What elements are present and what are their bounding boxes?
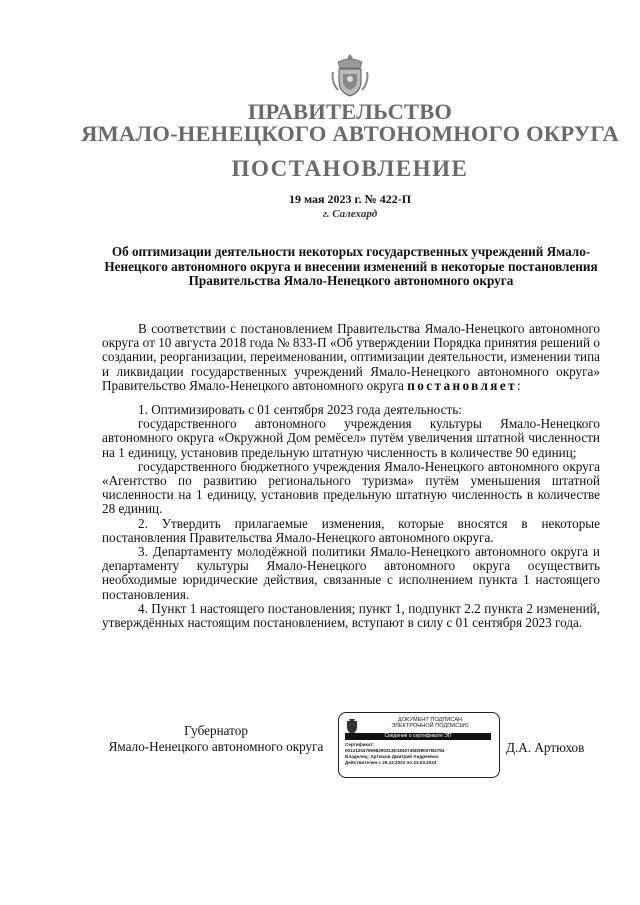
document-type-heading: ПОСТАНОВЛЕНИЕ [231,156,469,181]
signer-position [98,723,334,755]
paragraph-4: 4. Пункт 1 настоящего постановления; пункт 1, подпункт 2.2 пункта 2 изменений, утверждённых настоящим постановлением, вступают в силу с 01 сентября 2023 года. [102,600,600,631]
paragraph-3: 3. Департаменту молодёжной политики Ямало-Ненецкого автономного округа и департаменту культуры Ямало-Ненецкого автономного округа осуществить необходимые юридические действия, связанные с исполнением пункта 1 настоящего постановления. [102,544,600,602]
signer-position-line1: Губернатор [184,723,248,738]
stamp-cert-label: Сертификат: [345,742,375,747]
signer-name: Д.А. Артюхов [506,740,585,755]
paragraph-2: 2. Утвердить прилагаемые изменения, которые вносятся в некоторые постановления Правительства Ямало-Ненецкого автономного округа. [102,515,600,545]
electronic-signature-stamp [338,712,500,778]
paragraph-1a: государственного автономного учреждения культуры Ямало-Ненецкого автономного округа «Окружной Дом ремёсел» путём увеличения штатной численности на 1 единицу, установив предельную штатную численность в количестве 90 единиц; [102,416,600,460]
paragraph-1b: государственного бюджетного учреждения Ямало-Ненецкого автономного округа «Агентство по развитию регионального туризма» путём уменьшения штатной численности на 1 единицу, установив предельную штатную численность в количестве 28 единиц. [102,458,600,517]
stamp-cert-value: 0012125476998290313D1840745D98007B4784 [345,748,445,753]
stamp-emblem-icon [345,718,359,734]
government-heading-line1: ПРАВИТЕЛЬСТВО [247,99,453,124]
date-number: 19 мая 2023 г. № 422-П [288,192,412,206]
stamp-details [345,742,495,766]
paragraph-1: 1. Оптимизировать с 01 сентября 2023 года деятельность: [138,402,462,418]
stamp-heading-line2: ЭЛЕКТРОННОЙ ПОДПИСЬЮ [391,723,469,730]
resolves-suffix: : [516,377,521,393]
resolves-word: постановляет [407,377,517,393]
stamp-validity: Действителен с 29.12.2022 по 23.03.2024 [345,760,437,765]
stamp-heading-line1: ДОКУМЕНТ ПОДПИСАН [397,717,463,723]
document-title: Об оптимизации деятельности некоторых государственных учреждений Ямало-Ненецкого автономного округа и внесении изменений в некоторые постановления Правительства Ямало-Ненецкого автономного округа [104,244,598,288]
preamble-paragraph [102,322,600,393]
stamp-heading [365,717,495,730]
document-body [102,322,600,630]
government-heading-line2: ЯМАЛО-НЕНЕЦКОГО АВТОНОМНОГО ОКРУГА [81,121,619,146]
preamble-text: В соответствии с постановлением Правительства Ямало-Ненецкого автономного округа от 10 августа 2018 года № 833-П «Об утверждении Порядка принятия решений о создании, реорганизации, переименовании, оптимизации деятельности, изменении типа и ликвидации государственных учреждений Ямало-Ненецкого автономного округа» Правительство Ямало-Ненецкого автономного округа [102,321,600,393]
signer-position-line2: Ямало-Ненецкого автономного округа [108,739,324,754]
city: г. Салехард [322,208,378,220]
stamp-owner: Владелец: Артюхов Дмитрий Андреевич [345,754,439,759]
stamp-certificate-bar: Сведения о сертификате ЭП [345,733,491,740]
coat-of-arms-icon [330,52,370,98]
